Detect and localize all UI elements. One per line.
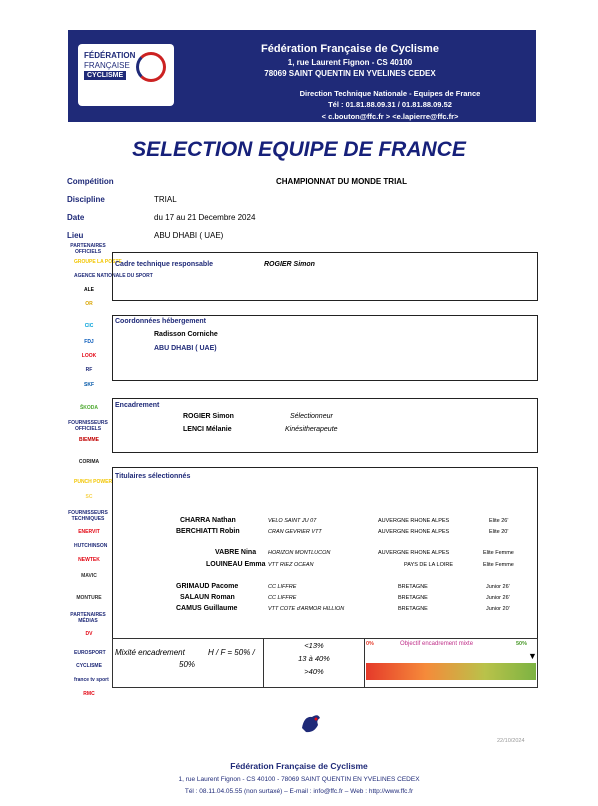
sponsor-logo: CYCLISME — [76, 663, 102, 669]
competition-label: Compétition — [67, 177, 114, 186]
rider-7-name: CAMUS Guillaume — [176, 605, 238, 612]
partenaires-officiels-label: PARTENAIRES OFFICIELS — [70, 243, 106, 255]
sponsor-logo: MONTURE — [76, 595, 102, 601]
document-date: 22/10/2024 — [497, 738, 525, 744]
wheel-icon — [136, 52, 166, 82]
rider-7-cat: Junior 20' — [486, 606, 510, 612]
hebergement-label: Coordonnées hébergement — [115, 318, 207, 325]
rider-1-region: AUVERGNE RHONE ALPES — [378, 518, 450, 524]
ffc-logo — [78, 44, 174, 106]
cadre-box — [112, 252, 538, 301]
rooster-icon — [296, 708, 326, 738]
lieu-label: Lieu — [67, 231, 84, 240]
rider-3-cat: Elite Femme — [483, 550, 514, 556]
sponsor-logo: france tv sport — [74, 677, 109, 683]
sponsor-logo: ALE — [84, 287, 94, 293]
hotel-city: ABU DHABI ( UAE) — [154, 345, 217, 352]
threshold-high: >40% — [304, 667, 324, 676]
page-title: SELECTION EQUIPE DE FRANCE — [132, 138, 466, 161]
rider-5-cat: Junior 26' — [486, 584, 510, 590]
rider-2-cat: Elite 20' — [489, 529, 509, 535]
encadrant-2-name: LENCI Mélanie — [183, 426, 232, 433]
sponsor-logo: FDJ — [84, 339, 94, 345]
sponsor-logo: MAVIC — [81, 573, 97, 579]
lieu-value: ABU DHABI ( UAE) — [154, 231, 224, 240]
mixite-gauge-bar — [366, 663, 536, 680]
rider-6-region: BRETAGNE — [398, 595, 428, 601]
rider-1-club: VELO SAINT JU 07 — [268, 518, 317, 524]
mixite-label: Mixité encadrement — [115, 648, 185, 657]
sponsor-logo: ENERVIT — [78, 529, 100, 535]
rider-3-name: VABRE Nina — [215, 549, 257, 556]
sponsor-logo: RMC — [83, 691, 95, 697]
rider-6-club: CC LIFFRE — [268, 595, 297, 601]
encadrant-2-role: Kinésitherapeute — [285, 426, 338, 433]
logo-line1: FÉDÉRATION — [84, 51, 136, 60]
fournisseurs-officiels-label: FOURNISSEURS OFFICIELS — [68, 420, 108, 432]
mixite-divider-2 — [364, 638, 365, 688]
gauge-title: Objectif encadrement mixte — [400, 641, 474, 647]
logo-line2: FRANÇAISE — [84, 61, 130, 70]
sponsor-logo: EUROSPORT — [74, 650, 106, 656]
footer-org: Fédération Française de Cyclisme — [230, 761, 368, 771]
rider-2-region: AUVERGNE RHONE ALPES — [378, 529, 450, 535]
rider-2-club: CRAN GEVRIER VTT — [268, 529, 322, 535]
direction-line: Direction Technique Nationale - Equipes de France — [299, 89, 481, 98]
rider-7-region: BRETAGNE — [398, 606, 428, 612]
cadre-label: Cadre technique responsable — [115, 261, 214, 268]
rider-6-name: SALAUN Roman — [180, 594, 235, 601]
rider-4-region: PAYS DE LA LOIRE — [404, 562, 454, 568]
sponsor-logo: ŠKODA — [79, 405, 99, 411]
rider-5-club: CC LIFFRE — [268, 584, 297, 590]
rider-4-cat: Elite Femme — [483, 562, 514, 568]
fournisseurs-techniques-label: FOURNISSEURS TECHNIQUES — [68, 510, 108, 522]
sponsor-logo: PUNCH POWER — [74, 479, 113, 485]
rider-1-cat: Elite 26' — [489, 518, 509, 524]
rider-2-name: BERCHIATTI Robin — [176, 528, 240, 535]
rider-7-club: VTT COTE d'ARMOR HILLION — [268, 606, 345, 612]
sponsor-logo: CIC — [84, 323, 94, 329]
rider-6-cat: Junior 26' — [486, 595, 510, 601]
sponsor-logo: NEWTEK — [78, 557, 100, 563]
discipline-label: Discipline — [67, 195, 105, 204]
rider-4-name: LOUINEAU Emma — [206, 561, 266, 568]
threshold-mid: 13 à 40% — [298, 654, 330, 663]
logo-line3: CYCLISME — [84, 71, 126, 80]
encadrant-1-role: Sélectionneur — [290, 413, 333, 420]
sponsor-logo: CORIMA — [78, 459, 100, 465]
rider-3-club: HORIZON MONTLUCON — [268, 550, 331, 556]
date-value: du 17 au 21 Decembre 2024 — [154, 213, 256, 222]
encadrant-1-name: ROGIER Simon — [183, 413, 234, 420]
mixite-ratio-line2: 50% — [179, 660, 196, 669]
footer-contact[interactable]: Tél : 08.11.04.05.55 (non surtaxé) – E-mail : info@ffc.fr – Web : http://www.ffc.fr — [184, 788, 414, 795]
rider-5-region: BRETAGNE — [398, 584, 428, 590]
sponsor-logo: GROUPE LA POSTE — [74, 259, 122, 265]
footer-address: 1, rue Laurent Fignon - CS 40100 - 78069 SAINT QUENTIN EN YVELINES CEDEX — [178, 776, 420, 783]
sponsor-logo: BIEMME — [79, 437, 99, 443]
rider-5-name: GRIMAUD Pacome — [176, 583, 239, 590]
address-line2: 78069 SAINT QUENTIN EN YVELINES CEDEX — [264, 69, 436, 78]
partenaires-medias-label: PARTENAIRES MÉDIAS — [70, 612, 106, 624]
competition-value: CHAMPIONNAT DU MONDE TRIAL — [276, 177, 407, 186]
rider-3-region: AUVERGNE RHONE ALPES — [378, 550, 450, 556]
threshold-low: <13% — [304, 641, 324, 650]
mixite-ratio-line1: H / F = 50% / — [208, 648, 255, 657]
gauge-min-label: 0% — [366, 641, 374, 647]
sponsor-logo: SC — [85, 494, 93, 500]
sponsor-logo: OR — [85, 301, 93, 307]
cadre-value: ROGIER Simon — [264, 261, 315, 268]
sponsor-logo: HUTCHINSON — [74, 543, 108, 549]
discipline-value: TRIAL — [154, 195, 177, 204]
sponsor-logo: DV — [85, 631, 93, 637]
encadrement-label: Encadrement — [115, 402, 160, 409]
sponsor-logo: RF — [85, 367, 93, 373]
gauge-max-label: 50% — [516, 641, 528, 647]
sponsor-logo: LOOK — [81, 353, 97, 359]
sponsor-logo: AGENCE NATIONALE DU SPORT — [74, 273, 153, 279]
org-name: Fédération Française de Cyclisme — [261, 43, 439, 55]
date-label: Date — [67, 213, 85, 222]
sponsor-logo: SKF — [84, 382, 94, 388]
rider-1-name: CHARRA Nathan — [180, 517, 236, 524]
address-line1: 1, rue Laurent Fignon - CS 40100 — [287, 58, 413, 67]
hotel-name: Radisson Corniche — [154, 331, 218, 338]
email-line[interactable]: < c.bouton@ffc.fr > <e.lapierre@ffc.fr> — [321, 112, 459, 121]
phone-line: Tél : 01.81.88.09.31 / 01.81.88.09.52 — [328, 100, 452, 109]
rider-4-club: VTT RIEZ OCEAN — [268, 562, 314, 568]
gauge-marker-icon: ▼ — [528, 651, 537, 661]
titulaires-label: Titulaires sélectionnés — [115, 473, 191, 480]
